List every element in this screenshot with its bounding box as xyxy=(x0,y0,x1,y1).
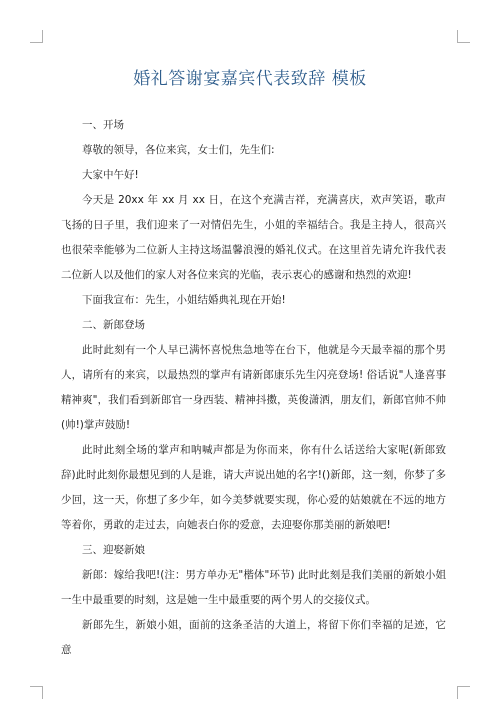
crop-mark-top-right xyxy=(457,30,470,43)
paragraph-groom-speech: 此时此刻全场的掌声和呐喊声都是为你而来，你有什么话送给大家呢(新郎致辞)此时此刻你最想见到的人是谁，请大声说出她的名字!()新郎，这一刻，你梦了多少回，这一天，你想了多少年，如今美梦就要实现，你心爱的姑娘就在不远的地方等着你，勇敢的走过去，向她表白你的爱意，去迎娶你那美丽的新娘吧! xyxy=(61,444,446,531)
paragraph-greeting: 大家中午好! xyxy=(82,169,139,181)
section-heading-bride: 三、迎娶新娘 xyxy=(82,544,145,556)
crop-mark-bottom-right xyxy=(457,686,470,699)
paragraph-intro: 今天是 20xx 年 xx 月 xx 日，在这个充满吉祥，充满喜庆，欢声笑语，歌声飞扬的日子里，我们迎来了一对情侣先生，小姐的幸福结合。我是主持人，很高兴也很荣幸能够为二位新人主持这场温馨浪漫的婚礼仪式。在这里首先请允许我代表二位新人以及他们的家人对各位来宾的光临，表示衷心的感谢和热烈的欢迎! xyxy=(61,194,446,281)
paragraph-salutation: 尊敬的领导，各位来宾，女士们，先生们: xyxy=(82,144,275,156)
paragraph-announcement: 下面我宣布：先生，小姐结婚典礼现在开始! xyxy=(82,294,286,306)
crop-mark-top-left xyxy=(30,30,43,43)
document-body xyxy=(61,113,446,663)
section-heading-opening: 一、开场 xyxy=(82,119,124,131)
crop-mark-bottom-left xyxy=(30,686,43,699)
paragraph-groom-intro: 此时此刻有一个人早已满怀喜悦焦急地等在台下，他就是今天最幸福的那个男人，请所有的来宾，以最热烈的掌声有请新郎康乐先生闪亮登场! 俗话说"人逢喜事精神爽"，我们看到新郎官一身西装、精神抖擞，英俊潇洒，朋友们，新郎官帅不帅(帅!)掌声鼓励! xyxy=(61,344,446,431)
section-heading-groom-entrance: 二、新郎登场 xyxy=(82,319,145,331)
document-title: 婚礼答谢宴嘉宾代表致辞 模板 xyxy=(133,69,367,89)
paragraph-path: 新郎先生，新娘小姐，面前的这条圣洁的大道上，将留下你们幸福的足迹，它意 xyxy=(61,619,446,656)
paragraph-proposal: 新郎：嫁给我吧!(注：男方单办无"楷体"环节) 此时此刻是我们美丽的新娘小姐一生中最重要的时刻，这是她一生中最重要的两个男人的交接仪式。 xyxy=(61,569,446,606)
